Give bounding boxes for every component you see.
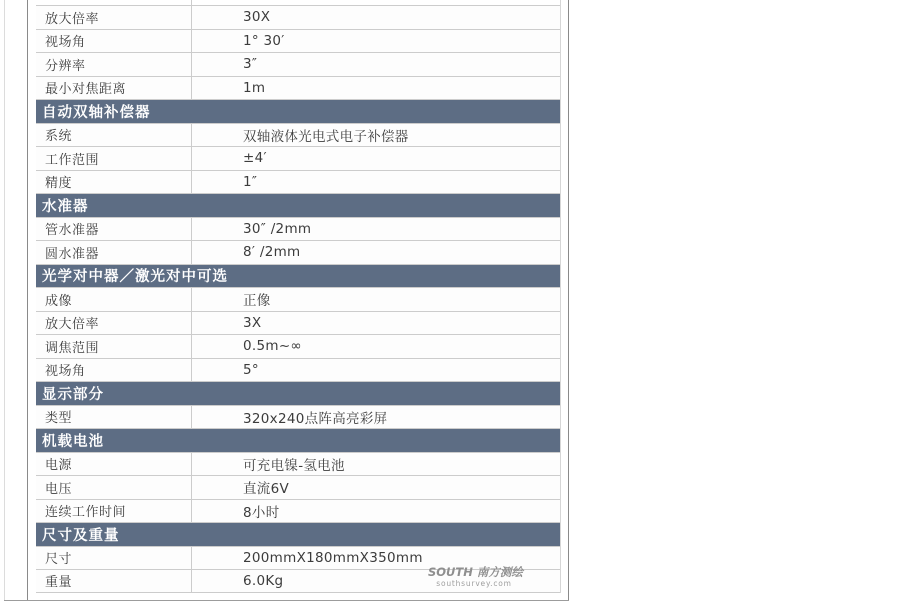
page-border-bottom <box>4 600 569 601</box>
table-row <box>36 76 560 100</box>
spec-value: 30″ /2mm <box>243 220 312 237</box>
spec-value: 可充电镍-氢电池 <box>243 457 345 474</box>
partial-label-cell <box>36 0 192 5</box>
table-row <box>36 123 560 147</box>
page-border-right <box>568 0 569 601</box>
spec-value: 320x240点阵高亮彩屏 <box>243 410 388 427</box>
table-row <box>36 52 560 76</box>
partial-value-cell <box>192 0 560 5</box>
table-row <box>36 146 560 170</box>
spec-value: 1° 30′ <box>243 32 285 49</box>
spec-value: ±4′ <box>243 150 267 167</box>
page-border-left-inner <box>27 0 28 601</box>
spec-value: 直流6V <box>243 481 290 498</box>
table-row <box>36 287 560 311</box>
spec-label: 尺寸 <box>36 547 192 570</box>
table-row <box>36 358 560 382</box>
spec-label: 工作范围 <box>36 147 192 170</box>
spec-value: 0.5m~∞ <box>243 338 302 355</box>
spec-value: 8小时 <box>243 504 280 521</box>
section-header: 显示部分 <box>36 381 560 405</box>
table-row <box>36 240 560 264</box>
spec-value: 3X <box>243 314 262 331</box>
spec-label: 放大倍率 <box>36 6 192 29</box>
table-row <box>36 170 560 194</box>
spec-value: 1″ <box>243 173 258 190</box>
spec-value: 6.0Kg <box>243 572 284 589</box>
spec-label: 放大倍率 <box>36 312 192 335</box>
table-top-partial-row <box>36 0 560 5</box>
spec-table <box>36 0 561 593</box>
watermark-url: southsurvey.com <box>436 579 512 588</box>
table-rows <box>36 5 560 593</box>
spec-label: 精度 <box>36 171 192 194</box>
spec-value: 200mmX180mmX350mm <box>243 549 423 566</box>
section-header: 机载电池 <box>36 428 560 452</box>
table-row <box>36 452 560 476</box>
spec-label: 管水准器 <box>36 218 192 241</box>
section-header: 水准器 <box>36 193 560 217</box>
table-row <box>36 311 560 335</box>
spec-label: 重量 <box>36 570 192 592</box>
spec-label: 视场角 <box>36 359 192 382</box>
spec-value: 3″ <box>243 56 258 73</box>
spec-value: 双轴液体光电式电子补偿器 <box>243 128 409 145</box>
table-row <box>36 499 560 523</box>
spec-value: 5° <box>243 361 259 378</box>
table-row <box>36 546 560 570</box>
spec-label: 最小对焦距离 <box>36 77 192 100</box>
spec-label: 成像 <box>36 288 192 311</box>
table-row <box>36 475 560 499</box>
spec-value: 正像 <box>243 293 271 310</box>
table-row <box>36 569 560 593</box>
table-row <box>36 217 560 241</box>
spec-value: 8′ /2mm <box>243 244 301 261</box>
spec-label: 调焦范围 <box>36 335 192 358</box>
spec-label: 系统 <box>36 124 192 147</box>
spec-label: 类型 <box>36 406 192 429</box>
table-row <box>36 5 560 29</box>
spec-label: 圆水准器 <box>36 241 192 264</box>
section-header: 尺寸及重量 <box>36 522 560 546</box>
watermark-logo: SOUTH 南方测绘 <box>428 565 523 579</box>
table-row <box>36 334 560 358</box>
spec-value: 1m <box>243 79 266 96</box>
spec-label: 视场角 <box>36 30 192 53</box>
spec-label: 电源 <box>36 453 192 476</box>
table-row <box>36 405 560 429</box>
spec-value: 30X <box>243 9 271 26</box>
section-header: 光学对中器／激光对中可选 <box>36 264 560 288</box>
spec-label: 分辨率 <box>36 53 192 76</box>
page-border-left-outer <box>4 0 5 601</box>
table-row <box>36 29 560 53</box>
spec-label: 连续工作时间 <box>36 500 192 523</box>
spec-label: 电压 <box>36 476 192 499</box>
section-header: 自动双轴补偿器 <box>36 99 560 123</box>
